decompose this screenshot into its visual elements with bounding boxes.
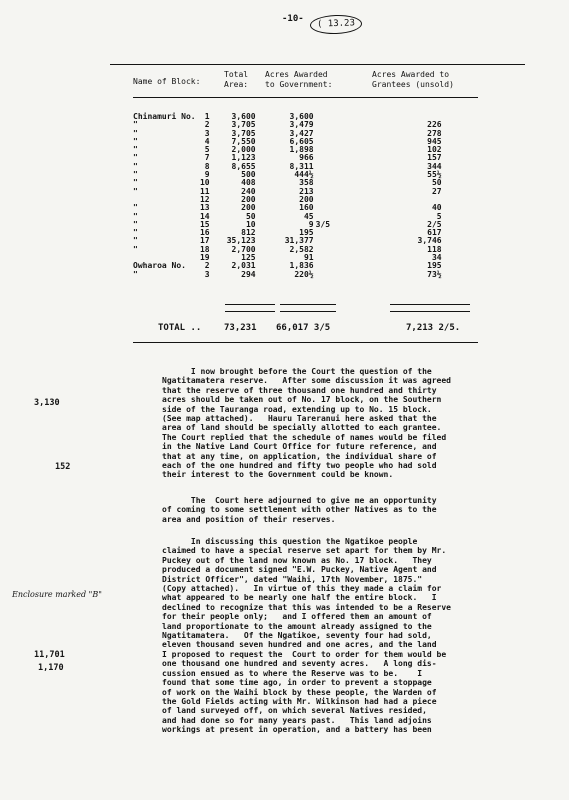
total-area-cell: 408: [241, 178, 256, 188]
table-row: [133, 188, 442, 196]
table-row: [133, 113, 442, 121]
text-line: side of the Tauranga road, extending up to No. 15 block.: [162, 404, 432, 414]
govt-acres-cell: 160: [299, 203, 314, 213]
block-name-cell: ": [133, 244, 138, 254]
block-number-cell: 8: [204, 161, 210, 171]
block-number-cell: 16: [199, 228, 210, 238]
govt-fraction-cell: [314, 271, 344, 279]
text-line: in the Native Land Court Office for future reference, and: [162, 442, 437, 452]
total-area-cell: 1,123: [231, 153, 256, 163]
block-number-cell: 13: [199, 203, 210, 213]
grantee-acres-cell: 55½: [427, 170, 442, 180]
block-name-cell: ": [133, 186, 138, 196]
sum-rule-grantees: [390, 304, 470, 305]
total-area-cell: 2,700: [231, 244, 256, 254]
govt-fraction-cell: [314, 229, 344, 237]
govt-fraction-cell: [314, 121, 344, 129]
text-line: (Copy attached). In virtue of this they made a claim for: [162, 584, 442, 594]
grantee-acres-cell: 2/5: [427, 219, 442, 229]
table-row: [133, 237, 442, 245]
govt-acres-cell: 3,479: [289, 120, 314, 130]
grantee-acres-cell: 195: [427, 261, 442, 271]
grantee-acres-cell: 102: [427, 145, 442, 155]
block-number-cell: 2: [204, 120, 210, 130]
govt-fraction-cell: [314, 188, 344, 196]
block-name-cell: Owharoa No.: [133, 261, 186, 271]
govt-acres-cell: 3,427: [289, 128, 314, 138]
text-line: declined to recognize that this was intended to be a Reserve: [162, 602, 451, 612]
block-name-cell: ": [133, 211, 138, 221]
total-area-cell: 3,705: [231, 128, 256, 138]
block-number-cell: 12: [199, 194, 210, 204]
text-line: that the reserve of three thousand one hundred and thirty: [162, 385, 437, 395]
total-label: TOTAL ..: [158, 323, 202, 333]
block-name-cell: ": [133, 145, 138, 155]
paragraph-reserve: [162, 367, 492, 480]
grantee-acres-cell: 617: [427, 228, 442, 238]
block-number-cell: 4: [204, 136, 210, 146]
table-row: [133, 121, 442, 129]
margin-note-people: 152: [55, 462, 71, 472]
table-bottom-rule: [133, 342, 478, 343]
text-line: of land surveyed off, on which several Natives resided,: [162, 706, 427, 716]
text-line: acres should be taken out of No. 17 block, on the Southern: [162, 395, 442, 405]
text-line: Puckey out of the land now known as No. 17 block. They: [162, 555, 432, 565]
text-line: (See map attached). Hauru Tareranui here asked that the: [162, 414, 437, 424]
grantee-acres-cell: 945: [427, 136, 442, 146]
govt-acres-cell: 8,311: [289, 161, 314, 171]
block-number-cell: 7: [204, 153, 210, 163]
text-line: land proportionate to the amount already assigned to the: [162, 621, 432, 631]
table-top-rule: [110, 64, 525, 65]
total-area-cell: 3,705: [231, 120, 256, 130]
block-number-cell: 14: [199, 211, 210, 221]
col-header-govt: Acres Awarded to Government:: [265, 70, 333, 89]
block-number-cell: 11: [199, 186, 210, 196]
sum-rule-total: [225, 304, 275, 305]
text-line: Ngatitamatera. Of the Ngatikoe, seventy four had sold,: [162, 631, 432, 641]
text-line: what appeared to be nearly one half the entire block. I: [162, 593, 437, 603]
table-row: [133, 179, 442, 187]
block-number-cell: 18: [199, 244, 210, 254]
text-line: that at any time, on application, the individual share of: [162, 451, 437, 461]
total-area-cell: 35,123: [226, 236, 256, 246]
total-area-cell: 294: [241, 269, 256, 279]
total-area-cell: 50: [245, 211, 256, 221]
govt-acres-cell: 91: [303, 253, 314, 263]
grantee-acres-cell: 5: [436, 211, 442, 221]
text-line: of coming to some settlement with other Natives as to the: [162, 505, 437, 515]
text-line: workings at present in operation, and a battery has been: [162, 725, 432, 735]
block-name-cell: ": [133, 120, 138, 130]
paragraph-ngatikoe: [162, 537, 492, 735]
total-area-cell: 8,655: [231, 161, 256, 171]
grantee-acres-cell: 34: [431, 253, 442, 263]
sum-rule-total-2: [225, 311, 275, 312]
block-number-cell: 17: [199, 236, 210, 246]
grantee-acres-cell: 3,746: [417, 236, 442, 246]
text-line: eleven thousand seven hundred and one acres, and the land: [162, 640, 437, 650]
block-number-cell: 2: [204, 261, 210, 271]
total-area-cell: 7,550: [231, 136, 256, 146]
block-number-cell: 3: [204, 128, 210, 138]
govt-acres-cell: 3,600: [289, 112, 314, 121]
govt-acres-cell: 1,898: [289, 145, 314, 155]
block-name-cell: ": [133, 269, 138, 279]
block-name-cell: ": [133, 128, 138, 138]
govt-fraction-cell: 3/5: [315, 219, 331, 229]
page-number: -10-: [282, 14, 304, 24]
text-line: The Court replied that the schedule of names would be filed: [162, 432, 447, 442]
block-name-cell: ": [133, 153, 138, 163]
govt-fraction-cell: [314, 163, 344, 171]
sum-rule-govt-2: [280, 311, 336, 312]
text-line: each of the one hundred and fifty two people who had sold: [162, 461, 437, 471]
margin-note-enclosure: Enclosure marked "B": [12, 590, 102, 599]
block-name-cell: ": [133, 178, 138, 188]
govt-acres-cell: 195: [299, 228, 314, 238]
table-row: [133, 221, 442, 229]
text-line: of work on the Waihi block by these people, the Warden of: [162, 687, 437, 697]
margin-note-reserve: 1,170: [38, 663, 64, 673]
table-row: [133, 154, 442, 162]
table-row: [133, 204, 442, 212]
block-name-cell: ": [133, 161, 138, 171]
table-row: [133, 163, 442, 171]
total-area-cell: 125: [241, 253, 256, 263]
grantee-acres-cell: 73½: [427, 269, 442, 279]
block-number-cell: 1: [204, 112, 210, 121]
total-area-cell: 240: [241, 186, 256, 196]
govt-acres-cell: 45: [303, 211, 314, 221]
total-grantees: 7,213 2/5.: [406, 323, 461, 333]
block-name-cell: ": [133, 203, 138, 213]
table-row: [133, 171, 442, 179]
govt-fraction-cell: [314, 138, 344, 146]
text-line: one thousand one hundred and seventy acres. A long dis-: [162, 659, 437, 669]
text-line: area of land should be specially allotted to each grantee.: [162, 423, 442, 433]
govt-fraction-cell: [314, 130, 344, 138]
sum-rule-grantees-2: [390, 311, 470, 312]
total-area-cell: 812: [241, 228, 256, 238]
table-row: [133, 262, 442, 270]
sum-rule-govt: [280, 304, 336, 305]
grantee-acres-cell: 50: [431, 178, 442, 188]
text-line: claimed to have a special reserve set apart for them by Mr.: [162, 546, 447, 556]
text-line: and had done so for many years past. This land adjoins: [162, 715, 432, 725]
total-area-cell: 2,000: [231, 145, 256, 155]
govt-acres-cell: 31,377: [284, 236, 314, 246]
block-name-cell: ": [133, 219, 138, 229]
margin-note-acres: 3,130: [34, 398, 60, 408]
text-line: In discussing this question the Ngatikoe people: [162, 537, 418, 546]
block-name-cell: ": [133, 170, 138, 180]
text-line: District Officer", dated "Waihi, 17th November, 1875.": [162, 574, 423, 584]
govt-fraction-cell: [314, 146, 344, 154]
text-line: I now brought before the Court the question of the: [162, 367, 432, 376]
block-name-cell: ": [133, 228, 138, 238]
text-line: found that some time ago, in order to prevent a stoppage: [162, 678, 432, 688]
govt-fraction-cell: [314, 171, 344, 179]
total-govt: 66,017 3/5: [276, 323, 331, 333]
block-number-cell: 19: [199, 253, 210, 263]
table-row: [133, 271, 442, 279]
text-line: The Court here adjourned to give me an opportunity: [162, 496, 437, 505]
block-number-cell: 9: [204, 170, 210, 180]
table-row: [133, 146, 442, 154]
grantee-acres-cell: 278: [427, 128, 442, 138]
govt-fraction-cell: [314, 246, 344, 254]
text-line: cussion ensued as to where the Reserve was to be. I: [162, 668, 423, 678]
grantee-acres-cell: 157: [427, 153, 442, 163]
block-name-cell: ": [133, 236, 138, 246]
margin-note-sold: 11,701: [34, 650, 65, 660]
grantee-acres-cell: [344, 196, 442, 204]
block-number-cell: 5: [204, 145, 210, 155]
col-header-name: Name of Block:: [133, 77, 201, 86]
govt-acres-cell: 220½: [294, 269, 314, 279]
govt-acres-cell: 966: [299, 153, 314, 163]
block-number-cell: 10: [199, 178, 210, 188]
total-area-cell: 500: [241, 170, 256, 180]
text-line: produced a document signed "E.W. Puckey, Native Agent and: [162, 565, 437, 575]
total-area-cell: 10: [245, 219, 256, 229]
text-line: I proposed to request the Court to order for them would be: [162, 649, 447, 659]
govt-acres-cell: 444½: [294, 170, 314, 180]
block-number-cell: 15: [199, 219, 210, 229]
govt-acres-cell: 200: [299, 194, 314, 204]
total-area-cell: 3,600: [231, 112, 256, 121]
total-area: 73,231: [224, 323, 257, 333]
header-rule: [133, 97, 478, 98]
text-line: the Gold Fields acting with Mr. Wilkinson had had a piece: [162, 696, 437, 706]
blocks-table: [133, 113, 442, 279]
govt-fraction-cell: [314, 196, 344, 204]
block-name-cell: ": [133, 136, 138, 146]
govt-acres-cell: 9: [308, 219, 314, 229]
block-name-cell: [133, 196, 196, 204]
table-row: [133, 213, 442, 221]
govt-acres-cell: 213: [299, 186, 314, 196]
grantee-acres-cell: 27: [431, 186, 442, 196]
table-row: [133, 130, 442, 138]
govt-fraction-cell: [314, 254, 344, 262]
govt-fraction-cell: [314, 113, 344, 121]
paragraph-adjourned: [162, 496, 492, 524]
table-row: [133, 196, 442, 204]
text-line: their interest to the Government could be known.: [162, 470, 394, 480]
govt-fraction-cell: [314, 262, 344, 270]
total-area-cell: 2,031: [231, 261, 256, 271]
total-area-cell: 200: [241, 203, 256, 213]
text-line: area and position of their reserves.: [162, 514, 336, 524]
govt-acres-cell: 2,582: [289, 244, 314, 254]
grantee-acres-cell: 118: [427, 244, 442, 254]
grantee-acres-cell: 344: [427, 161, 442, 171]
text-line: for their people only; and I offered them an amount of: [162, 612, 432, 622]
govt-acres-cell: 1,836: [289, 261, 314, 271]
table-row: [133, 246, 442, 254]
col-header-grantees: Acres Awarded to Grantees (unsold): [372, 70, 454, 89]
govt-fraction-cell: [314, 237, 344, 245]
govt-fraction-cell: [314, 204, 344, 212]
govt-fraction-cell: [314, 154, 344, 162]
table-row: [133, 138, 442, 146]
govt-fraction-cell: [314, 179, 344, 187]
block-name-cell: Chinamuri No.: [133, 112, 196, 121]
total-area-cell: 200: [241, 194, 256, 204]
text-line: Ngatitamatera reserve. After some discussion it was agreed: [162, 376, 451, 386]
reference-stamp: ( 13.23: [310, 14, 363, 35]
grantee-acres-cell: 40: [431, 203, 442, 213]
grantee-acres-cell: 226: [427, 120, 442, 130]
block-number-cell: 3: [204, 269, 210, 279]
govt-acres-cell: 358: [299, 178, 314, 188]
govt-acres-cell: 6,605: [289, 136, 314, 146]
col-header-total: Total Area:: [224, 70, 249, 89]
